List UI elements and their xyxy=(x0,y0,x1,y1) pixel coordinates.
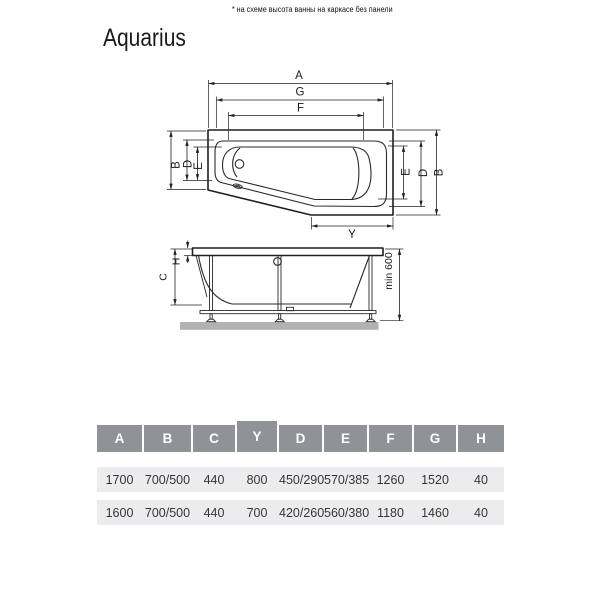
tub-left-bottom-curve xyxy=(199,256,233,305)
cell: 420/260 xyxy=(279,505,325,520)
dim-label-b-right: B xyxy=(433,168,446,177)
frame-feet xyxy=(207,314,375,322)
cell: 40 xyxy=(474,472,488,487)
cell: 1460 xyxy=(421,505,449,520)
dim-label-a: A xyxy=(295,70,303,82)
col-header-a: A xyxy=(97,425,142,452)
dim-label-b-left: B xyxy=(170,161,183,169)
top-view xyxy=(167,70,446,241)
floor xyxy=(180,322,379,330)
cell: 440 xyxy=(203,472,225,487)
col-header-y: Y xyxy=(237,421,277,452)
cell: 1180 xyxy=(377,505,404,520)
dim-label-min-height: min 600 xyxy=(383,252,395,290)
table-row-1600 xyxy=(97,500,504,525)
dim-label-d-right: D xyxy=(418,168,430,178)
dim-label-f: F xyxy=(296,102,305,115)
col-header-g: G xyxy=(414,425,456,452)
overflow-hole-side xyxy=(274,258,282,266)
col-header-h: H xyxy=(458,425,504,452)
table-header-row xyxy=(97,421,504,452)
cell: 700 xyxy=(246,505,268,520)
cell: 1600 xyxy=(105,505,134,520)
cell: 40 xyxy=(474,505,488,520)
dimensions-table xyxy=(97,421,504,525)
col-header-e: E xyxy=(324,425,367,452)
cell: 1260 xyxy=(376,472,405,487)
dim-min-height xyxy=(380,249,404,321)
dim-h xyxy=(171,241,194,266)
frame-post-left xyxy=(210,256,213,311)
col-header-d: D xyxy=(279,425,322,452)
dim-label-d-left: D xyxy=(182,159,195,169)
col-header-f: F xyxy=(369,425,412,452)
tub-right-diagonal xyxy=(350,256,370,309)
dim-label-g: G xyxy=(295,86,305,99)
cell: 1520 xyxy=(421,472,449,487)
cell: 1700 xyxy=(105,472,134,487)
dim-label-c: C xyxy=(157,273,170,281)
page-title: Aquarius xyxy=(103,24,186,52)
cell: 700/500 xyxy=(144,505,191,520)
dim-label-e-right: E xyxy=(400,168,413,176)
cell: 560/380 xyxy=(324,505,370,520)
side-view xyxy=(158,241,404,330)
rim-top-bar xyxy=(193,248,384,256)
footnote: * на схеме высота ванны на каркасе без панели xyxy=(232,5,393,14)
dim-c xyxy=(158,249,203,305)
dim-label-h: H xyxy=(170,257,183,266)
dim-label-y: Y xyxy=(348,229,356,241)
dim-a xyxy=(209,70,393,128)
dim-y xyxy=(312,217,394,241)
table-row-1700 xyxy=(97,467,504,492)
col-header-b: B xyxy=(144,425,191,452)
cell: 450/290 xyxy=(279,472,325,487)
dim-label-e-left: E xyxy=(193,162,205,170)
cell: 440 xyxy=(203,505,225,520)
tub-left-edge xyxy=(196,256,207,298)
cell: 800 xyxy=(246,472,268,487)
cell: 570/385 xyxy=(324,472,370,487)
frame-post-right xyxy=(369,256,372,311)
cell: 700/500 xyxy=(144,472,191,487)
col-header-c: C xyxy=(193,425,235,452)
